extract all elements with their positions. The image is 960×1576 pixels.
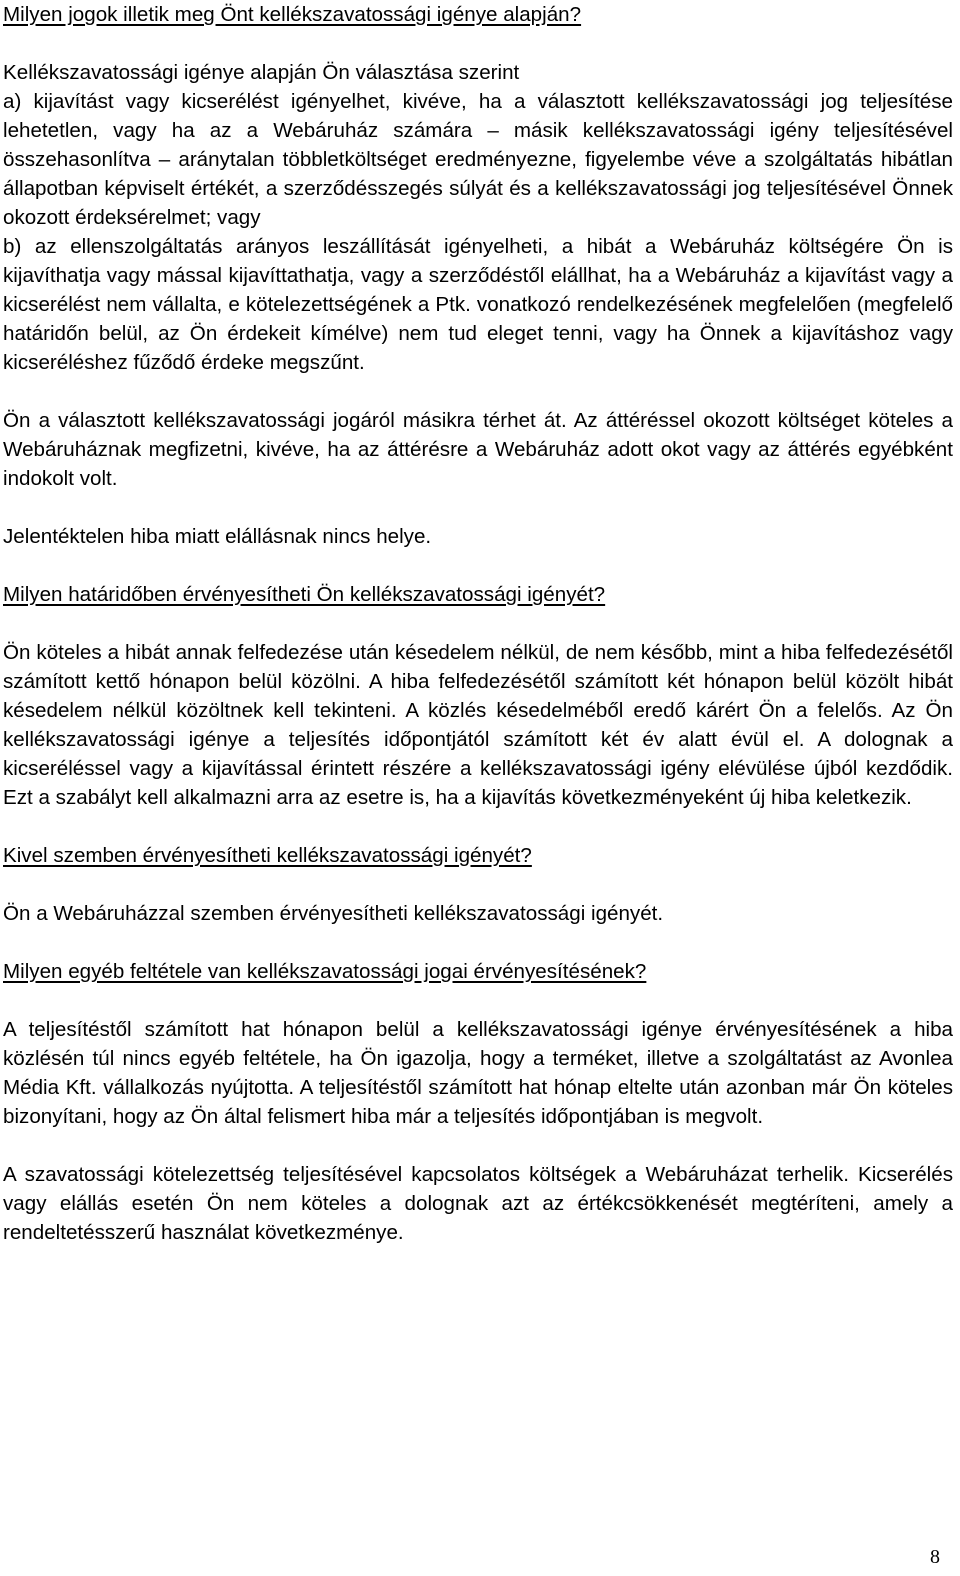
document-page (3, 0, 953, 1247)
section-heading-other-conditions: Milyen egyéb feltétele van kellékszavatossági jogai érvényesítésének? (3, 960, 647, 983)
paragraph-switch-right: Ön a választott kellékszavatossági jogáról másikra térhet át. Az áttéréssel okozott költséget köteles a Webáruháznak megfizetni, kivéve, ha az áttérésre a Webáruház adott okot vagy az áttérés egyébként indokolt volt. (3, 409, 953, 490)
section-heading-against-whom: Kivel szemben érvényesítheti kellékszavatossági igényét? (3, 844, 532, 867)
paragraph-costs: A szavatossági kötelezettség teljesítésével kapcsolatos költségek a Webáruházat terhelik. Kicserélés vagy elállás esetén Ön nem köteles a dolognak azt az értékcsökkenését megtéríteni, amely a rendeltetésszerű használat következménye. (3, 1163, 953, 1244)
paragraph-option-b: b) az ellenszolgáltatás arányos leszállítását igényelheti, a hibát a Webáruház költségére Ön is kijavíthatja vagy mással kijavíttathatja, vagy a szerződéstől elállhat, ha a Webáruház a kijavítást vagy a kicserélést nem vállalta, e kötelezettségének a Ptk. vonatkozó rendelkezésének megfelelően (megfelelő határidőn belül, az Ön érdekeit kímélve) nem tud eleget tenni, vagy ha Önnek a kijavításhoz vagy kicseréléshez fűződő érdeke megszűnt. (3, 235, 953, 374)
page-number: 8 (930, 1546, 940, 1568)
paragraph-intro: Kellékszavatossági igénye alapján Ön választása szerint (3, 61, 520, 84)
section-heading-deadline: Milyen határidőben érvényesítheti Ön kellékszavatossági igényét? (3, 583, 606, 606)
paragraph-deadline: Ön köteles a hibát annak felfedezése után késedelem nélkül, de nem később, mint a hiba felfedezésétől számított kettő hónapon belül közölni. A hiba felfedezésétől számított két hónapon belül közölt hibát késedelem nélkül közöltnek kell tekinteni. A közlés késedelméből eredő kárért Ön a felelős. Az Ön kellékszavatossági igénye a teljesítés időpontjától számított két év alatt évül el. A dolognak a kicseréléssel vagy a kijavítással érintett részére a kellékszavatossági igény elévülése újból kezdődik. Ezt a szabályt kell alkalmazni arra az esetre is, ha a kijavítás következményeként új hiba keletkezik. (3, 641, 953, 809)
paragraph-against-whom: Ön a Webáruházzal szemben érvényesítheti kellékszavatossági igényét. (3, 902, 664, 925)
paragraph-other-conditions: A teljesítéstől számított hat hónapon belül a kellékszavatossági igénye érvényesítésének a hiba közlésén túl nincs egyéb feltétele, ha Ön igazolja, hogy a terméket, illetve a szolgáltatást az Avonlea Média Kft. vállalkozás nyújtotta. A teljesítéstől számított hat hónap eltelte után azonban már Ön köteles bizonyítani, hogy az Ön által felismert hiba már a teljesítés időpontjában is megvolt. (3, 1018, 953, 1128)
paragraph-option-a: a) kijavítást vagy kicserélést igényelhet, kivéve, ha a választott kellékszavatossági jog teljesítése lehetetlen, vagy ha az a Webáruház számára – másik kellékszavatossági igény teljesítésével összehasonlítva – aránytalan többletköltséget eredményezne, figyelembe véve a szolgáltatás hibátlan állapotban képviselt értékét, a szerződésszegés súlyát és a kellékszavatossági jog teljesítésével Önnek okozott érdeksérelmet; vagy (3, 90, 953, 229)
section-heading-rights: Milyen jogok illetik meg Önt kellékszavatossági igénye alapján? (3, 3, 582, 26)
paragraph-minor-defect: Jelentéktelen hiba miatt elállásnak nincs helye. (3, 525, 432, 548)
